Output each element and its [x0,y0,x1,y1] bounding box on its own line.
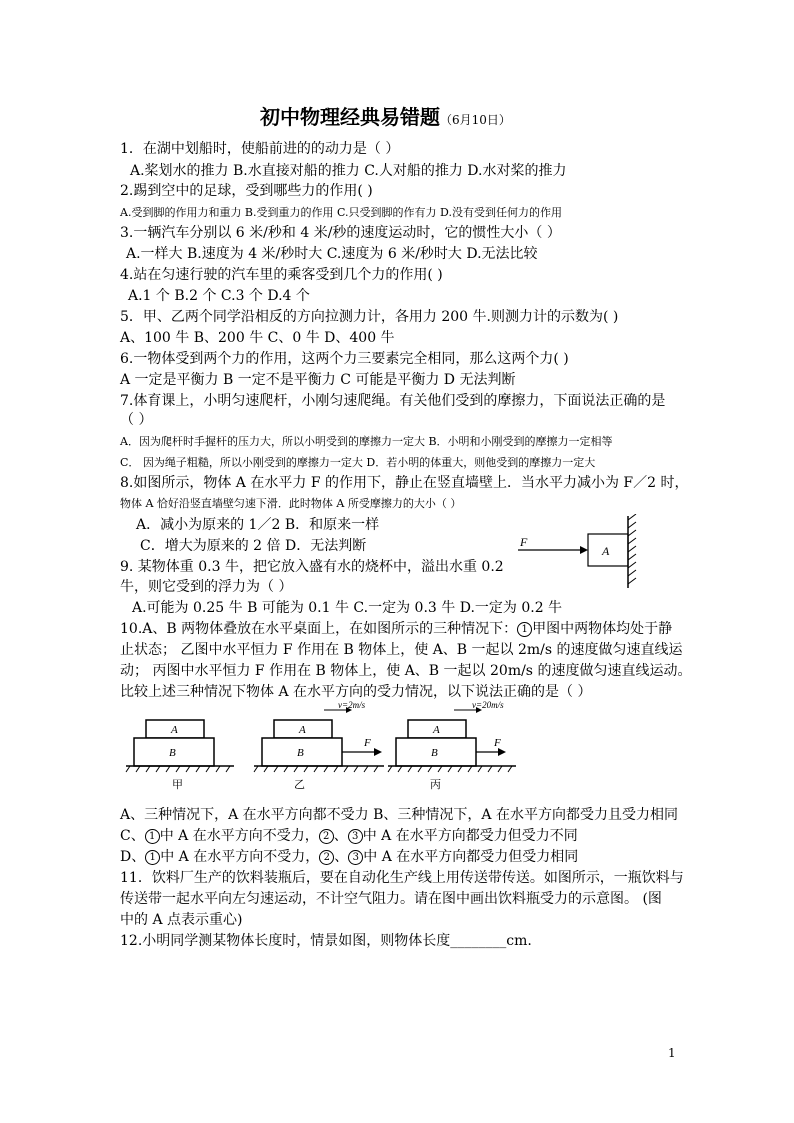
force-label: F [494,737,501,749]
option-c-text-2: 中 A 在水平方向都受力但受力不同 [362,828,578,844]
block-a-label: A [299,724,306,736]
circled-1: 1 [517,622,532,637]
question-2-options: A.受到脚的作用力和重力 B.受到重力的作用 C.只受到脚的作有力 D.没有受到任何力的作用 [120,206,562,219]
force-arrow-head [580,546,588,554]
wall-hatching [628,514,636,584]
block-b-label: B [169,747,176,759]
question-8-line-2: 物体 A 恰好沿竖直墙壁匀速下滑．此时物体 A 所受摩擦力的大小（ ） [120,497,462,510]
diagram-yi [254,700,384,791]
question-1-options: A.桨划水的推力 B.水直接对船的推力 C.人对船的推力 D.水对桨的推力 [130,163,567,179]
option-d-text-2: 中 A 在水平方向都受力但受力相同 [363,849,579,865]
question-9: 9. 某物体重 0.3 牛，把它放入盛有水的烧杯中，溢出水重 0.2 [120,559,504,575]
question-10-line-4: 比较上述三种情况下物体 A 在水平方向的受力情况，以下说法正确的是（ ） [120,684,592,700]
block-a-label: A [433,724,440,736]
force-label: F [520,535,528,549]
question-10-line-2: 止状态； 乙图中水平恒力 F 作用在 B 物体上，使 A、B 一起以 2m/s 的速度做匀速直线运 [120,642,683,658]
question-10-intro: 10.A、B 两物体叠放在水平桌面上，在如图所示的三种情况下： [120,621,518,637]
question-1: 1．在湖中划船时，使船前进的的动力是（ ） [120,141,400,157]
block-b-label: B [431,747,438,759]
caption-jia: 甲 [172,779,183,791]
circled-3: 3 [348,850,363,865]
page-number: 1 [668,1046,676,1060]
force-arrowhead [498,748,506,756]
question-10-option-c [120,827,578,845]
option-d-prefix: D、 [120,849,146,865]
caption-bing: 丙 [430,779,441,791]
title-text: 初中物理经典易错题 [260,105,440,129]
page-title [260,105,511,129]
question-9-options: A.可能为 0.25 牛 B 可能为 0.1 牛 C.一定为 0.3 牛 D.一定为 0.2 牛 [132,600,563,616]
question-3-options: A.一样大 B.速度为 4 米/秒时大 C.速度为 6 米/秒时大 D.无法比较 [126,246,538,262]
question-10-options-ab: A、三种情况下，A 在水平方向都不受力 B、三种情况下，A 在水平方向都受力且受力相同 [120,807,678,823]
diagram-jia [126,720,234,791]
question-10-line-1 [120,620,672,638]
question-7-options-2: C． 因为绳子粗糙，所以小刚受到的摩擦力一定大 D．若小明的体重大，则他受到的摩擦力一定大 [120,456,596,469]
option-c-text-1: 中 A 在水平方向不受力， [159,828,319,844]
diagram-bing [388,700,516,791]
question-11-line-1: 11．饮料厂生产的饮料装瓶后，要在自动化生产线上用传送带传送。如图所示，一瓶饮料与 [120,870,684,886]
question-5-options: A、100 牛 B、200 牛 C、0 牛 D、400 牛 [120,330,395,346]
caption-yi: 乙 [294,779,305,791]
option-c-prefix: C、 [120,828,145,844]
question-4-options: A.1 个 B.2 个 C.3 个 D.4 个 [128,288,310,304]
option-d-text-1: 中 A 在水平方向不受力， [160,849,320,865]
force-arrowhead [374,748,382,756]
question-11-line-2: 传送带一起水平向左匀速运动，不计空气阻力。请在图中画出饮料瓶受力的示意图。 (图 [120,891,662,907]
circled-2: 2 [319,829,334,844]
question-5: 5．甲、乙两个同学沿相反的方向拉测力计，各用力 200 牛.则测力计的示数为( ) [120,309,619,325]
question-12: 12.小明同学测某物体长度时，情景如图，则物体长度________cm. [120,933,532,949]
question-10-intro-2: 甲图中两物体均处于静 [532,621,673,637]
question-8: 8.如图所示，物体 A 在水平力 F 的作用下，静止在竖直墙壁上．当水平力减小为 F／2 时， [120,475,689,491]
question-10-option-d [120,848,578,866]
block-a-label: A [602,544,610,558]
question-6: 6.一物体受到两个力的作用，这两个力三要素完全相同，那么这两个力( ) [120,351,569,367]
circled-2: 2 [319,850,334,865]
question-3: 3.一辆汽车分别以 6 米/秒和 4 米/秒的速度运动时，它的惯性大小（ ） [120,225,561,241]
option-d-sep: 、 [334,849,349,865]
circled-1: 1 [145,850,160,865]
question-10-line-3: 动； 丙图中水平恒力 F 作用在 B 物体上，使 A、B 一起以 20m/s 的速度做匀速直线运动。 [120,663,692,679]
velocity-label: v=20m/s [472,700,504,710]
force-label: F [364,737,371,749]
question-6-options: A 一定是平衡力 B 一定不是平衡力 C 可能是平衡力 D 无法判断 [120,372,516,388]
question-7: 7.体育课上，小明匀速爬杆，小刚匀速爬绳。有关他们受到的摩擦力，下面说法正确的是 [120,393,666,409]
circled-3: 3 [348,829,363,844]
question-9-line-2: 牛，则它受到的浮力为（ ） [120,579,293,595]
question-8-options-1: A．减小为原来的 1／2 B．和原来一样 [136,517,380,533]
question-2: 2.踢到空中的足球，受到哪些力的作用( ) [120,183,373,199]
question-11-line-3: 中的 A 点表示重心) [120,912,243,928]
question-7-bracket: （ ） [120,412,153,428]
question-8-options-2: C．增大为原来的 2 倍 D．无法判断 [140,538,367,554]
block-b-label: B [297,747,304,759]
figure-stacked-blocks [124,700,524,800]
title-date: （6月10日） [440,113,511,127]
question-4: 4.站在匀速行驶的汽车里的乘客受到几个力的作用( ) [120,267,443,283]
figure-block-wall [514,514,644,590]
question-7-options-1: A．因为爬杆时手握杆的压力大，所以小明受到的摩擦力一定大 B．小明和小刚受到的摩擦力一定相等 [120,435,613,448]
option-c-sep: 、 [333,828,348,844]
velocity-label: v=2m/s [338,700,366,710]
block-a-label: A [171,724,178,736]
circled-1: 1 [145,829,160,844]
